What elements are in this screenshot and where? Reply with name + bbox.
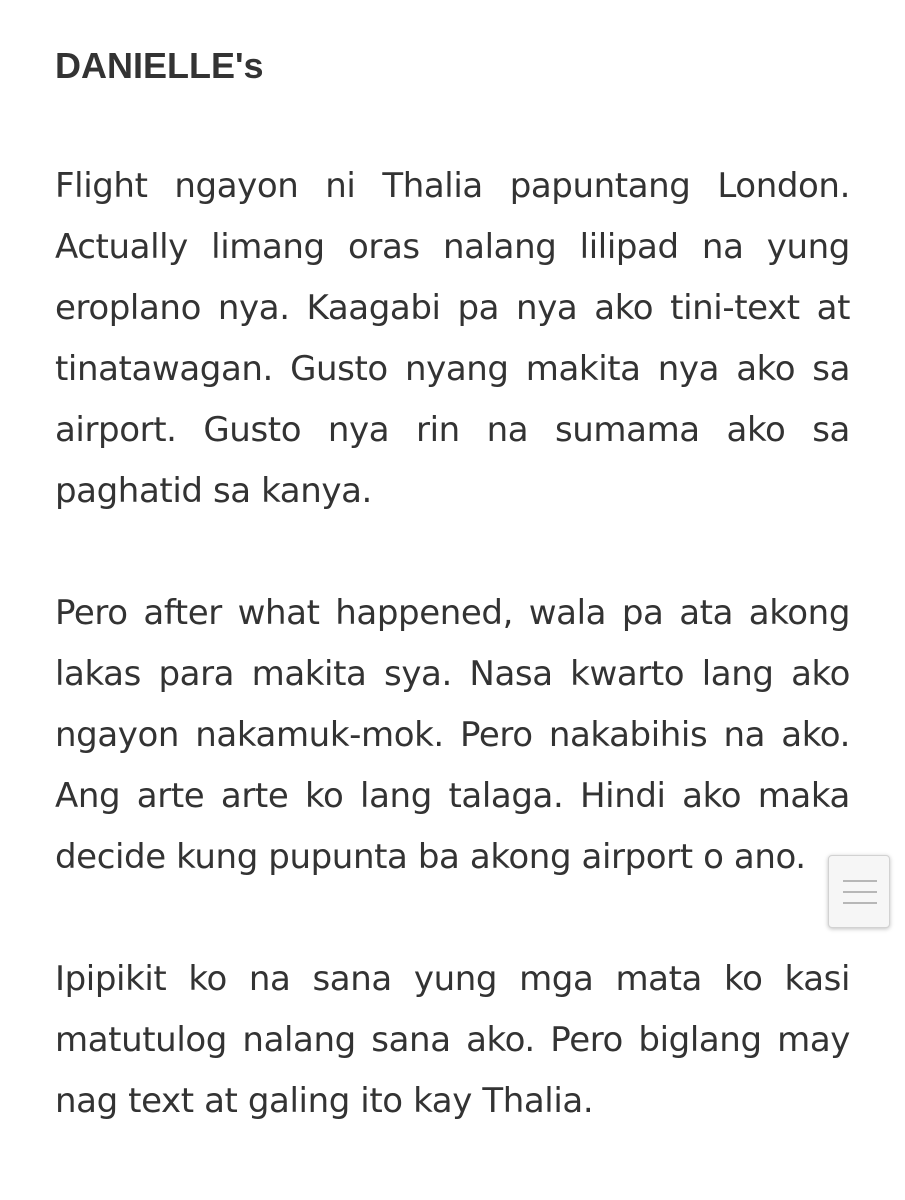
hamburger-icon-line — [843, 902, 877, 904]
story-paragraph: Flight ngayon ni Thalia papuntang London. Actually limang oras nalang lilipad na yung eroplano nya. Kaagabi pa nya ako tini-text at tinatawagan. Gusto nyang makita nya ako sa airport. Gusto nya rin na sumama ako sa paghatid sa kanya. — [55, 166, 850, 511]
story-reader — [55, 36, 850, 1193]
hamburger-icon-line — [843, 891, 877, 893]
story-paragraph: Pero after what happened, wala pa ata akong lakas para makita sya. Nasa kwarto lang ako ngayon nakamuk-mok. Pero nakabihis na ako. Ang arte arte ko lang talaga. Hindi ako maka decide kung pupunta ba akong airport o ano. — [55, 593, 850, 877]
scroll-handle-button[interactable] — [828, 855, 890, 928]
story-paragraph: Ipipikit ko na sana yung mga mata ko kasi matutulog nalang sana ako. Pero biglang may nag text at galing ito kay Thalia. — [55, 959, 850, 1121]
hamburger-icon — [843, 880, 877, 882]
chapter-heading: DANIELLE's — [55, 45, 264, 86]
